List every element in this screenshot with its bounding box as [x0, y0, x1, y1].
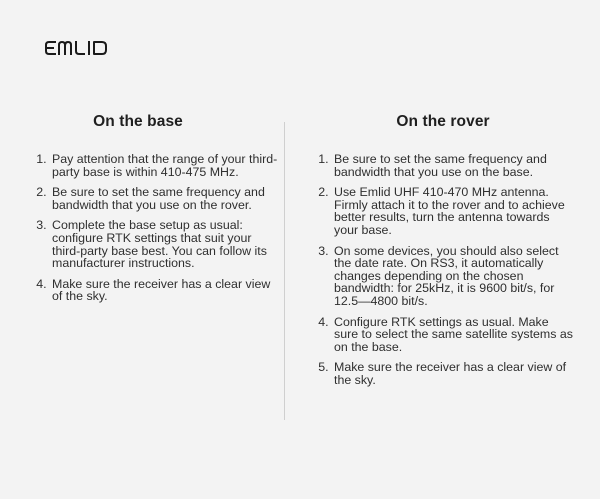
rover-step: 2. Use Emlid UHF 410-470 MHz antenna. Firmly attach it to the rover and to achieve better results, turn the antenna towards your base. [332, 186, 576, 236]
base-step: 3. Complete the base setup as usual: configure RTK settings that suit your third-party base best. You can follow its manufacturer instructions. [50, 219, 280, 269]
rover-column [300, 113, 576, 395]
base-steps-list [18, 153, 280, 303]
base-title: On the base [93, 113, 183, 130]
base-step: 2. Be sure to set the same frequency and bandwidth that you use on the rover. [50, 186, 280, 211]
rover-step: 1. Be sure to set the same frequency and bandwidth that you use on the base. [332, 153, 576, 178]
rover-step: 5. Make sure the receiver has a clear view of the sky. [332, 361, 576, 386]
base-step: 1. Pay attention that the range of your third-party base is within 410-475 MHz. [50, 153, 280, 178]
emlid-logo [44, 40, 116, 56]
rover-title: On the rover [396, 113, 490, 130]
rover-steps-list [300, 153, 576, 387]
base-step: 4. Make sure the receiver has a clear view of the sky. [50, 278, 280, 303]
rover-step: 3. On some devices, you should also select the date rate. On RS3, it automatically changes depending on the chosen bandwidth: for 25kHz, it is 9600 bit/s, for 12.5—4800 bit/s. [332, 245, 576, 308]
rover-step: 4. Configure RTK settings as usual. Make sure to select the same satellite systems as on the base. [332, 316, 576, 354]
column-divider [284, 122, 285, 420]
base-column [18, 113, 280, 311]
